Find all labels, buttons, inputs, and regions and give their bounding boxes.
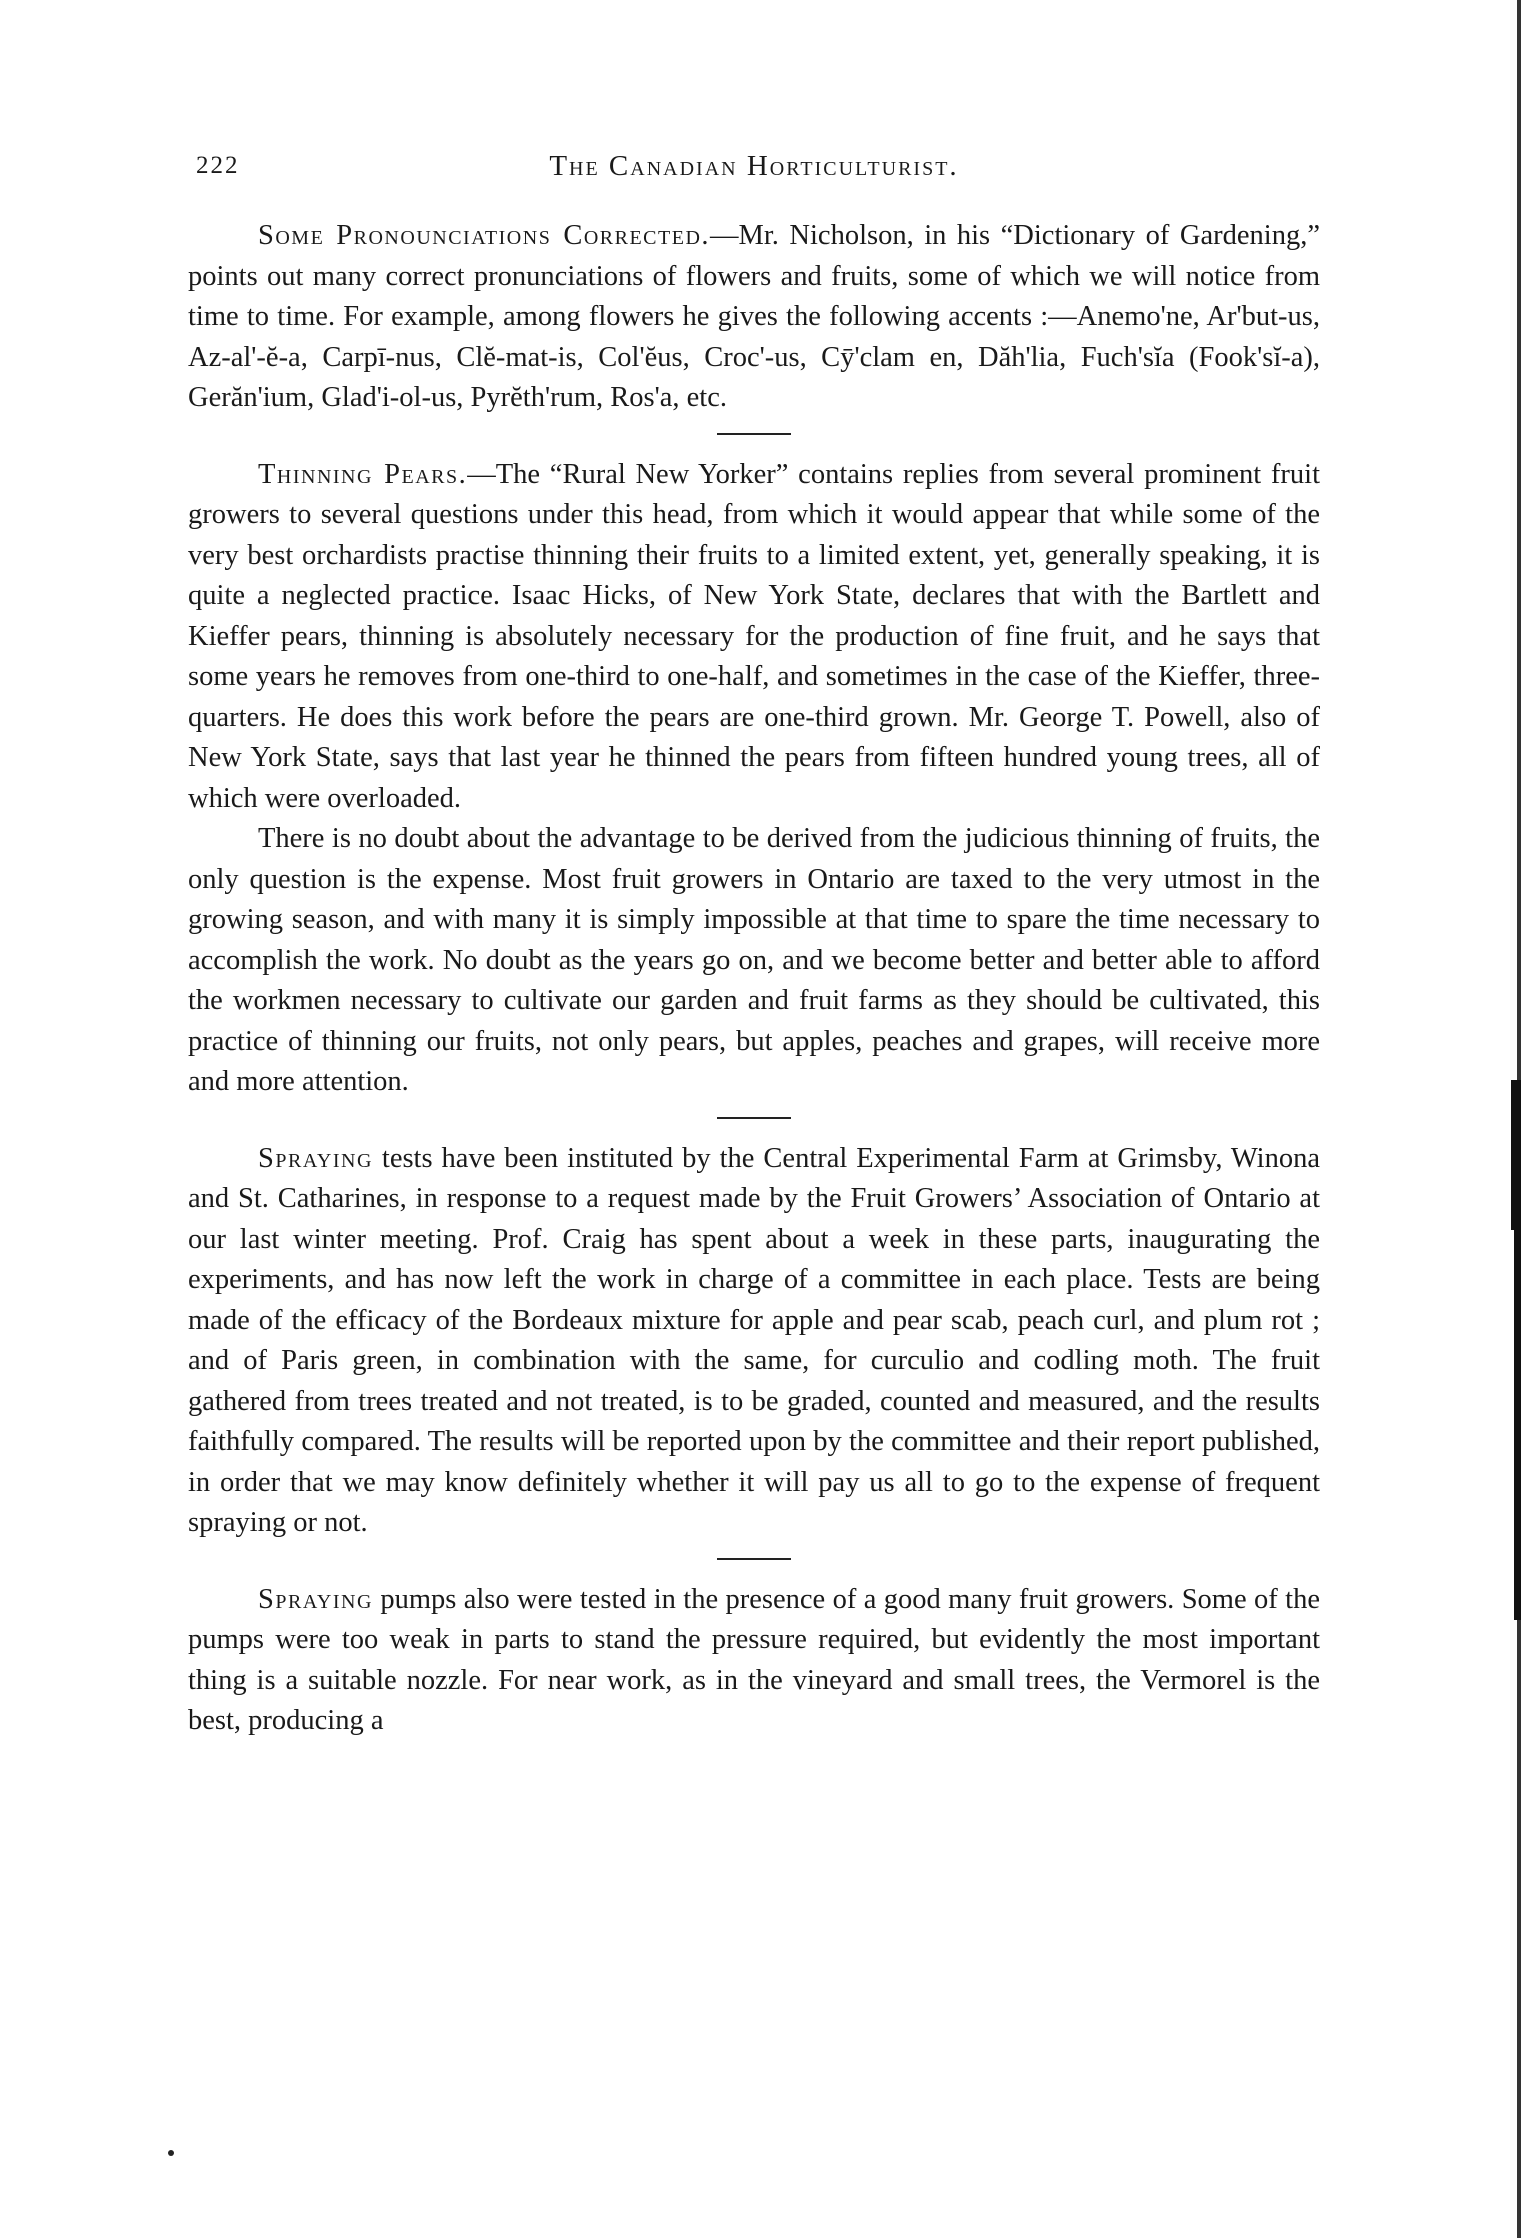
section-lead: Spraying [258, 1583, 373, 1615]
page-number: 222 [196, 152, 240, 179]
paragraph-spraying-pumps [188, 1580, 1320, 1742]
section-divider [717, 1117, 791, 1119]
paragraph-text: —Mr. Nicholson, in his “Dictionary of Gardening,” points out many correct pronunciations of flowers and fruits, some of which we will notice from time to time. For example, among flowers he gives the following accents :—Anemo'ne, Ar'but-us, Az-al'-ĕ-a, Carpī-nus, Clĕ-mat-is, Col'ĕus, Croc'-us, Cȳ'clam en, Dăh'lia, Fuch'sĭa (Fook'sĭ-a), Gerăn'ium, Glad'i-ol-us, Pyrĕth'rum, Ros'a, etc. [188, 220, 1320, 413]
section-divider [717, 433, 791, 435]
section-lead: Thinning Pears. [258, 458, 468, 490]
running-title: The Canadian Horticulturist. [549, 150, 959, 182]
paragraph-text: tests have been instituted by the Central Experimental Farm at Grimsby, Winona and St. Catharines, in response to a request made by the Fruit Growers’ Association of Ontario at our last winter meeting. Prof. Craig has spent about a week in these parts, inaugurating the experiments, and has now left the work in charge of a committee in each place. Tests are being made of the efficacy of the Bordeaux mixture for apple and pear scab, peach curl, and plum rot ; and of Paris green, in combination with the same, for curculio and codling moth. The fruit gathered from trees treated and not treated, is to be graded, counted and measured, and the results faithfully compared. The results will be reported upon by the committee and their report published, in order that we may know definitely whether it will pay us all to go to the expense of frequent spraying or not. [188, 1142, 1320, 1538]
section-divider [717, 1558, 791, 1560]
section-lead: Some Pronounciations Corrected. [258, 220, 711, 251]
document-page [188, 150, 1320, 1742]
scan-speck [168, 2150, 174, 2156]
scan-edge-mark [1514, 1150, 1521, 1620]
paragraph-text: pumps also were tested in the presence of a good many fruit growers. Some of the pumps were too weak in parts to stand the pressure required, but evidently the most important thing is a suitable nozzle. For near work, as in the vineyard and small trees, the Vermorel is the best, producing a [188, 1583, 1320, 1736]
paragraph-text: —The “Rural New Yorker” contains replies from several prominent fruit growers to several questions under this head, from which it would appear that while some of the very best orchardists practise thinning their fruits to a limited extent, yet, generally speaking, it is quite a neglected practice. Isaac Hicks, of New York State, declares that with the Bartlett and Kieffer pears, thinning is absolutely necessary for the production of fine fruit, and he says that some years he removes from one-third to one-half, and sometimes in the case of the Kieffer, three-quarters. He does this work before the pears are one-third grown. Mr. George T. Powell, also of New York State, says that last year he thinned the pears from fifteen hundred young trees, all of which were overloaded. [188, 458, 1320, 814]
paragraph-pronunciations [188, 216, 1320, 419]
paragraph-spraying-tests [188, 1139, 1320, 1544]
section-lead: Spraying [258, 1142, 373, 1174]
paragraph-thinning-expense: There is no doubt about the advantage to be derived from the judicious thinning of fruits, the only question is the expense. Most fruit growers in Ontario are taxed to the very utmost in the growing season, and with many it is simply impossible at that time to spare the time necessary to accomplish the work. No doubt as the years go on, and we become better and better able to afford the workmen necessary to cultivate our garden and fruit farms as they should be cultivated, this practice of thinning our fruits, not only pears, but apples, peaches and grapes, will receive more and more attention. [188, 823, 1320, 1097]
paragraph-thinning-pears [188, 455, 1320, 820]
running-head [188, 150, 1320, 196]
